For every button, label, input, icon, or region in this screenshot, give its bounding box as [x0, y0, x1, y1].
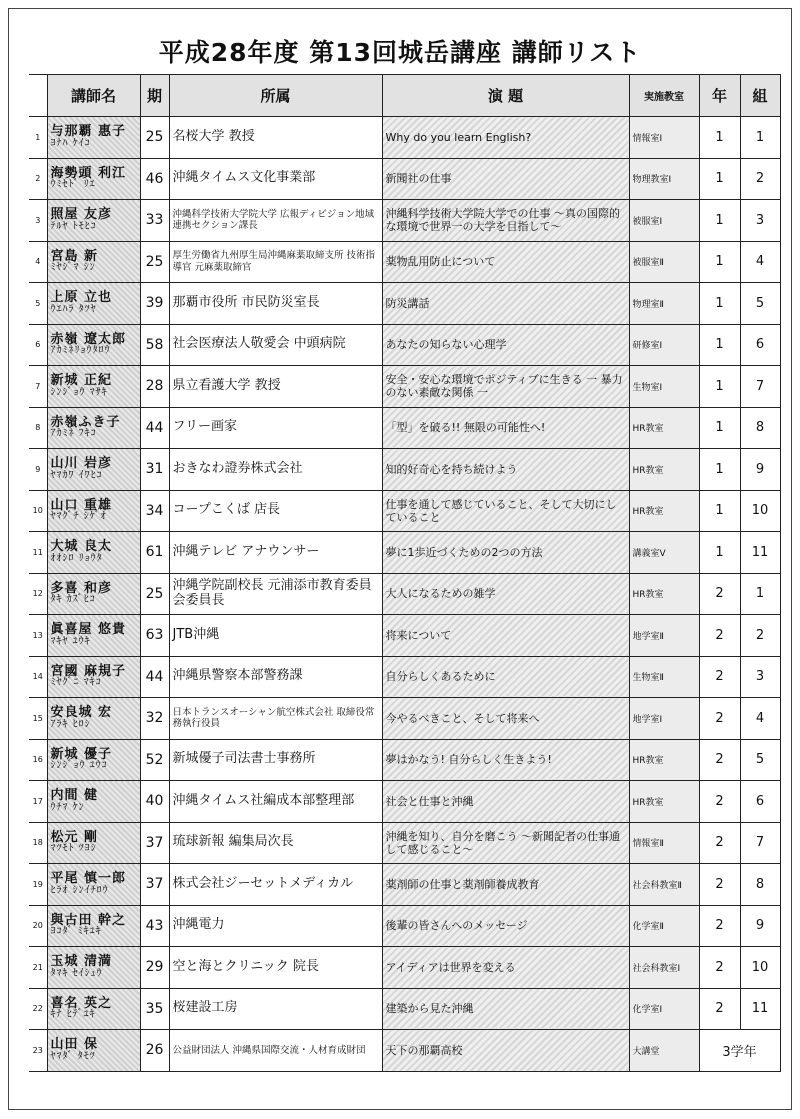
class-cell: 9 — [740, 905, 780, 947]
lecturer-kana: ﾏｷﾔ ﾕｳｷ — [50, 635, 91, 647]
room-cell: 化学室Ⅱ — [629, 905, 699, 947]
topic-cell: あなたの知らない心理学 — [382, 324, 629, 366]
term-cell: 25 — [140, 573, 169, 615]
topic-cell: Why do you learn English? — [382, 117, 629, 159]
term-cell: 32 — [140, 698, 169, 740]
year-cell: 2 — [699, 656, 740, 698]
year-cell: 1 — [699, 241, 740, 283]
class-cell: 7 — [740, 366, 780, 408]
lecturer-kana: ｵｵｼﾛ ﾘｮｳﾀ — [50, 552, 103, 564]
table-row — [29, 532, 780, 574]
lecturer-kana: ｳﾐｾﾄﾞ ﾘｴ — [50, 179, 96, 191]
lecturer-kana: ﾔﾏｸﾞﾁ ｼｹﾞｵ — [50, 511, 107, 523]
class-cell: 4 — [740, 698, 780, 740]
lecturer-name-cell — [47, 822, 140, 864]
affiliation-cell: 琉球新報 編集局次長 — [169, 822, 382, 864]
row-number: 10 — [29, 490, 47, 532]
year-cell: 2 — [699, 947, 740, 989]
lecturer-table — [29, 74, 781, 1072]
topic-cell: 新聞社の仕事 — [382, 158, 629, 200]
class-cell: 11 — [740, 532, 780, 574]
table-row — [29, 947, 780, 989]
row-number: 14 — [29, 656, 47, 698]
affiliation-cell: 沖縄学院副校長 元浦添市教育委員会委員長 — [169, 573, 382, 615]
row-number: 1 — [29, 117, 47, 159]
row-number: 21 — [29, 947, 47, 989]
table-row — [29, 490, 780, 532]
header-topic: 演 題 — [382, 75, 629, 117]
year-cell: 1 — [699, 283, 740, 325]
affiliation-cell: 日本トランスオーシャン航空株式会社 取締役常務執行役員 — [169, 698, 382, 740]
room-cell: HR教室 — [629, 449, 699, 491]
topic-cell: 薬剤師の仕事と薬剤師養成教育 — [382, 864, 629, 906]
year-cell: 2 — [699, 988, 740, 1030]
term-cell: 31 — [140, 449, 169, 491]
class-cell: 6 — [740, 324, 780, 366]
lecturer-kana: ﾃﾙﾔ ﾄﾓﾋｺ — [50, 220, 97, 232]
lecturer-name: 海勢頭 利江 — [50, 165, 127, 181]
row-number: 15 — [29, 698, 47, 740]
room-cell: HR教室 — [629, 407, 699, 449]
lecturer-name-cell — [47, 366, 140, 408]
row-number: 7 — [29, 366, 47, 408]
table-row — [29, 449, 780, 491]
lecturer-name: 喜名 英之 — [50, 995, 113, 1011]
lecturer-kana: ｷﾅ ﾋﾃﾞﾕｷ — [50, 1009, 96, 1021]
lecturer-name-cell — [47, 947, 140, 989]
header-name: 講師名 — [47, 75, 140, 117]
lecturer-name: 照屋 友彦 — [50, 207, 113, 223]
table-row — [29, 573, 780, 615]
lecturer-kana: ｳﾁﾏ ｹﾝ — [50, 801, 85, 813]
topic-cell: 今やるべきこと、そして将来へ — [382, 698, 629, 740]
term-cell: 61 — [140, 532, 169, 574]
table-row — [29, 1030, 780, 1072]
year-cell: 1 — [699, 324, 740, 366]
topic-cell: 夢に1歩近づくための2つの方法 — [382, 532, 629, 574]
class-cell: 1 — [740, 573, 780, 615]
lecturer-name-cell — [47, 158, 140, 200]
table-row — [29, 200, 780, 242]
table-row — [29, 698, 780, 740]
term-cell: 52 — [140, 739, 169, 781]
table-row — [29, 864, 780, 906]
affiliation-cell: 社会医療法人敬愛会 中頭病院 — [169, 324, 382, 366]
term-cell: 35 — [140, 988, 169, 1030]
row-number: 4 — [29, 241, 47, 283]
topic-cell: 天下の那覇高校 — [382, 1030, 629, 1072]
room-cell: HR教室 — [629, 573, 699, 615]
term-cell: 46 — [140, 158, 169, 200]
year-cell: 1 — [699, 407, 740, 449]
lecturer-name: 上原 立也 — [50, 290, 113, 306]
year-cell: 2 — [699, 573, 740, 615]
row-number: 11 — [29, 532, 47, 574]
affiliation-cell: 株式会社ジーセットメディカル — [169, 864, 382, 906]
affiliation-cell: 沖縄タイムス文化事業部 — [169, 158, 382, 200]
lecturer-name: 大城 良太 — [50, 539, 113, 555]
lecturer-name: 宮島 新 — [50, 248, 99, 264]
lecturer-name: 多喜 和彦 — [50, 580, 113, 596]
room-cell: HR教室 — [629, 490, 699, 532]
room-cell: 被服室Ⅱ — [629, 241, 699, 283]
affiliation-cell: 県立看護大学 教授 — [169, 366, 382, 408]
lecturer-name: 山田 保 — [50, 1037, 99, 1053]
class-cell: 4 — [740, 241, 780, 283]
lecturer-name: 赤嶺 遼太郎 — [50, 331, 127, 347]
lecturer-name: 眞喜屋 悠貴 — [50, 622, 127, 638]
term-cell: 28 — [140, 366, 169, 408]
year-cell: 2 — [699, 822, 740, 864]
affiliation-cell: 名桜大学 教授 — [169, 117, 382, 159]
row-number: 13 — [29, 615, 47, 657]
term-cell: 37 — [140, 864, 169, 906]
header-class: 組 — [740, 75, 780, 117]
lecturer-kana: ｼﾝｼﾞｮｳ ﾕｳｺ — [50, 760, 108, 772]
topic-cell: アイディアは世界を変える — [382, 947, 629, 989]
affiliation-cell: 那覇市役所 市民防災室長 — [169, 283, 382, 325]
topic-cell: 知的好奇心を持ち続けよう — [382, 449, 629, 491]
row-number: 12 — [29, 573, 47, 615]
lecturer-name: 与那覇 惠子 — [50, 124, 127, 140]
lecturer-name-cell — [47, 905, 140, 947]
row-number: 5 — [29, 283, 47, 325]
affiliation-cell: JTB沖縄 — [169, 615, 382, 657]
lecturer-name-cell — [47, 698, 140, 740]
affiliation-cell: 沖縄県警察本部警務課 — [169, 656, 382, 698]
lecturer-name-cell — [47, 490, 140, 532]
year-cell: 2 — [699, 781, 740, 823]
row-number: 20 — [29, 905, 47, 947]
lecturer-name: 新城 優子 — [50, 746, 113, 762]
lecturer-kana: ﾋﾗｵ ｼﾝｲﾁﾛｳ — [50, 884, 109, 896]
page-title: 平成28年度 第13回城岳講座 講師リスト — [158, 38, 642, 67]
class-cell: 8 — [740, 864, 780, 906]
affiliation-cell: 沖縄タイムス社編成本部整理部 — [169, 781, 382, 823]
header-affiliation: 所属 — [169, 75, 382, 117]
row-number: 18 — [29, 822, 47, 864]
term-cell: 26 — [140, 1030, 169, 1072]
row-number: 17 — [29, 781, 47, 823]
lecturer-kana: ｱﾗｷ ﾋﾛｼ — [50, 718, 91, 730]
table-row — [29, 988, 780, 1030]
year-cell: 2 — [699, 615, 740, 657]
affiliation-cell: 沖縄科学技術大学院大学 広報ディビジョン地域連携セクション課長 — [169, 200, 382, 242]
topic-cell: 建築から見た沖縄 — [382, 988, 629, 1030]
topic-cell: 社会と仕事と沖縄 — [382, 781, 629, 823]
class-cell: 8 — [740, 407, 780, 449]
topic-cell: 安全・安心な環境でポジティブに生きる 一 暴力のない素敵な関係 一 — [382, 366, 629, 408]
term-cell: 29 — [140, 947, 169, 989]
affiliation-cell: 沖縄テレビ アナウンサー — [169, 532, 382, 574]
table-row — [29, 241, 780, 283]
table-row — [29, 117, 780, 159]
topic-cell: 夢はかなう! 自分らしく生きよう! — [382, 739, 629, 781]
room-cell: HR教室 — [629, 781, 699, 823]
row-number: 2 — [29, 158, 47, 200]
room-cell: 研修室Ⅰ — [629, 324, 699, 366]
room-cell: 地学室Ⅰ — [629, 698, 699, 740]
topic-cell: 仕事を通して感じていること、そして大切にしていること — [382, 490, 629, 532]
year-cell: 1 — [699, 158, 740, 200]
lecturer-kana: ﾖｺﾀﾞ ﾐｷﾕｷ — [50, 926, 102, 938]
class-cell: 2 — [740, 615, 780, 657]
room-cell: 物理室Ⅱ — [629, 283, 699, 325]
row-number: 16 — [29, 739, 47, 781]
row-number: 6 — [29, 324, 47, 366]
header-row — [29, 75, 780, 117]
class-cell: 3 — [740, 200, 780, 242]
lecturer-name-cell — [47, 200, 140, 242]
year-cell: 3学年 — [699, 1030, 780, 1072]
table-row — [29, 615, 780, 657]
lecturer-name: 安良城 宏 — [50, 705, 113, 721]
row-number: 22 — [29, 988, 47, 1030]
header-year: 年 — [699, 75, 740, 117]
row-number: 23 — [29, 1030, 47, 1072]
topic-cell: 防災講話 — [382, 283, 629, 325]
year-cell: 1 — [699, 449, 740, 491]
term-cell: 40 — [140, 781, 169, 823]
lecturer-name-cell — [47, 656, 140, 698]
term-cell: 33 — [140, 200, 169, 242]
lecturer-name-cell — [47, 781, 140, 823]
row-number: 8 — [29, 407, 47, 449]
year-cell: 2 — [699, 905, 740, 947]
year-cell: 1 — [699, 532, 740, 574]
lecturer-name-cell — [47, 573, 140, 615]
lecturer-name-cell — [47, 532, 140, 574]
header-age: 期 — [140, 75, 169, 117]
table-row — [29, 283, 780, 325]
lecturer-name-cell — [47, 449, 140, 491]
room-cell: 地学室Ⅱ — [629, 615, 699, 657]
table-row — [29, 739, 780, 781]
lecturer-name-cell — [47, 739, 140, 781]
lecturer-name: 玉城 清満 — [50, 954, 113, 970]
table-row — [29, 366, 780, 408]
topic-cell: 沖縄科学技術大学院大学での仕事 ～真の国際的な環境で世界一の大学を目指して～ — [382, 200, 629, 242]
room-cell: 社会科教室Ⅰ — [629, 947, 699, 989]
row-number: 9 — [29, 449, 47, 491]
table-row — [29, 158, 780, 200]
room-cell: 情報室Ⅰ — [629, 117, 699, 159]
lecturer-kana: ﾐﾔｸﾞﾆ ﾏｷｺ — [50, 677, 102, 689]
lecturer-name: 與古田 幹之 — [50, 912, 127, 928]
topic-cell: 自分らしくあるために — [382, 656, 629, 698]
class-cell: 1 — [740, 117, 780, 159]
class-cell: 5 — [740, 739, 780, 781]
lecturer-name: 新城 正紀 — [50, 373, 113, 389]
affiliation-cell: 空と海とクリニック 院長 — [169, 947, 382, 989]
table-row — [29, 781, 780, 823]
term-cell: 34 — [140, 490, 169, 532]
lecturer-kana: ｱｶﾐﾈﾘｮｳﾀﾛｳ — [50, 345, 111, 357]
lecturer-kana: ﾔﾏﾀﾞ ﾀﾓﾂ — [50, 1050, 96, 1062]
lecturer-name-cell — [47, 407, 140, 449]
class-cell: 11 — [740, 988, 780, 1030]
affiliation-cell: 桜建設工房 — [169, 988, 382, 1030]
lecturer-kana: ｱｶﾐﾈ ﾌｷｺ — [50, 428, 97, 440]
lecturer-kana: ﾐﾔｼﾞﾏ ｼﾝ — [50, 262, 96, 274]
room-cell: 化学室Ⅰ — [629, 988, 699, 1030]
lecturer-name: 内間 健 — [50, 788, 99, 804]
affiliation-cell: おきなわ證券株式会社 — [169, 449, 382, 491]
year-cell: 1 — [699, 366, 740, 408]
lecturer-kana: ﾏﾂﾓﾄ ﾂﾖｼ — [50, 843, 97, 855]
topic-cell: 後輩の皆さんへのメッセージ — [382, 905, 629, 947]
lecturer-name-cell — [47, 283, 140, 325]
table-row — [29, 407, 780, 449]
room-cell: 生物室Ⅱ — [629, 656, 699, 698]
lecturer-name: 松元 剛 — [50, 829, 99, 845]
year-cell: 1 — [699, 117, 740, 159]
table-row — [29, 905, 780, 947]
lecturer-kana: ﾀｷ ｶｽﾞﾋｺ — [50, 594, 96, 606]
lecturer-name-cell — [47, 1030, 140, 1072]
year-cell: 2 — [699, 739, 740, 781]
table-row — [29, 822, 780, 864]
topic-cell: 「型」を破る!! 無限の可能性へ! — [382, 407, 629, 449]
topic-cell: 沖縄を知り、自分を磨こう ～新聞記者の仕事通して感じること～ — [382, 822, 629, 864]
affiliation-cell: 厚生労働省九州厚生局沖縄麻薬取締支所 技術指導官 元麻薬取締官 — [169, 241, 382, 283]
lecturer-name: 赤嶺ふき子 — [50, 414, 121, 430]
term-cell: 43 — [140, 905, 169, 947]
room-cell: 物理教室Ⅰ — [629, 158, 699, 200]
lecturer-name-cell — [47, 117, 140, 159]
row-number: 19 — [29, 864, 47, 906]
lecturer-name: 山口 重雄 — [50, 497, 113, 513]
class-cell: 7 — [740, 822, 780, 864]
class-cell: 10 — [740, 490, 780, 532]
term-cell: 63 — [140, 615, 169, 657]
affiliation-cell: 新城優子司法書士事務所 — [169, 739, 382, 781]
room-cell: 社会科教室Ⅱ — [629, 864, 699, 906]
year-cell: 1 — [699, 200, 740, 242]
class-cell: 2 — [740, 158, 780, 200]
lecturer-name-cell — [47, 241, 140, 283]
lecturer-kana: ｼﾝｼﾞｮｳ ﾏｻｷ — [50, 386, 108, 398]
term-cell: 58 — [140, 324, 169, 366]
lecturer-name: 平尾 慎一郎 — [50, 871, 127, 887]
class-cell: 3 — [740, 656, 780, 698]
topic-cell: 薬物乱用防止について — [382, 241, 629, 283]
lecturer-kana: ﾔﾏｶﾜ ｲﾜﾋｺ — [50, 469, 103, 481]
room-cell: 大講堂 — [629, 1030, 699, 1072]
topic-cell: 大人になるための雑学 — [382, 573, 629, 615]
room-cell: 被服室Ⅰ — [629, 200, 699, 242]
lecturer-name-cell — [47, 324, 140, 366]
header-room: 実施教室 — [629, 75, 699, 117]
table-row — [29, 324, 780, 366]
year-cell: 2 — [699, 864, 740, 906]
class-cell: 10 — [740, 947, 780, 989]
term-cell: 39 — [140, 283, 169, 325]
class-cell: 9 — [740, 449, 780, 491]
term-cell: 44 — [140, 407, 169, 449]
affiliation-cell: コープこくば 店長 — [169, 490, 382, 532]
class-cell: 5 — [740, 283, 780, 325]
room-cell: 情報室Ⅱ — [629, 822, 699, 864]
room-cell: 生物室Ⅰ — [629, 366, 699, 408]
lecturer-name: 宮國 麻規子 — [50, 663, 127, 679]
lecturer-name-cell — [47, 615, 140, 657]
lecturer-kana: ﾀﾏｷ ｾｲｼｭｳ — [50, 967, 103, 979]
lecturer-name-cell — [47, 864, 140, 906]
year-cell: 2 — [699, 698, 740, 740]
lecturer-kana: ﾖﾅﾊ ｹｲｺ — [50, 137, 91, 149]
affiliation-cell: 公益財団法人 沖縄県国際交流・人材育成財団 — [169, 1030, 382, 1072]
header-no — [29, 75, 47, 117]
affiliation-cell: フリー画家 — [169, 407, 382, 449]
lecturer-name: 山川 岩彦 — [50, 456, 113, 472]
term-cell: 37 — [140, 822, 169, 864]
topic-cell: 将来について — [382, 615, 629, 657]
term-cell: 25 — [140, 241, 169, 283]
year-cell: 1 — [699, 490, 740, 532]
class-cell: 6 — [740, 781, 780, 823]
affiliation-cell: 沖縄電力 — [169, 905, 382, 947]
term-cell: 25 — [140, 117, 169, 159]
row-number: 3 — [29, 200, 47, 242]
room-cell: HR教室 — [629, 739, 699, 781]
term-cell: 44 — [140, 656, 169, 698]
lecturer-kana: ｳｴﾊﾗ ﾀﾂﾔ — [50, 303, 97, 315]
room-cell: 講義室Ⅴ — [629, 532, 699, 574]
table-row — [29, 656, 780, 698]
lecturer-name-cell — [47, 988, 140, 1030]
